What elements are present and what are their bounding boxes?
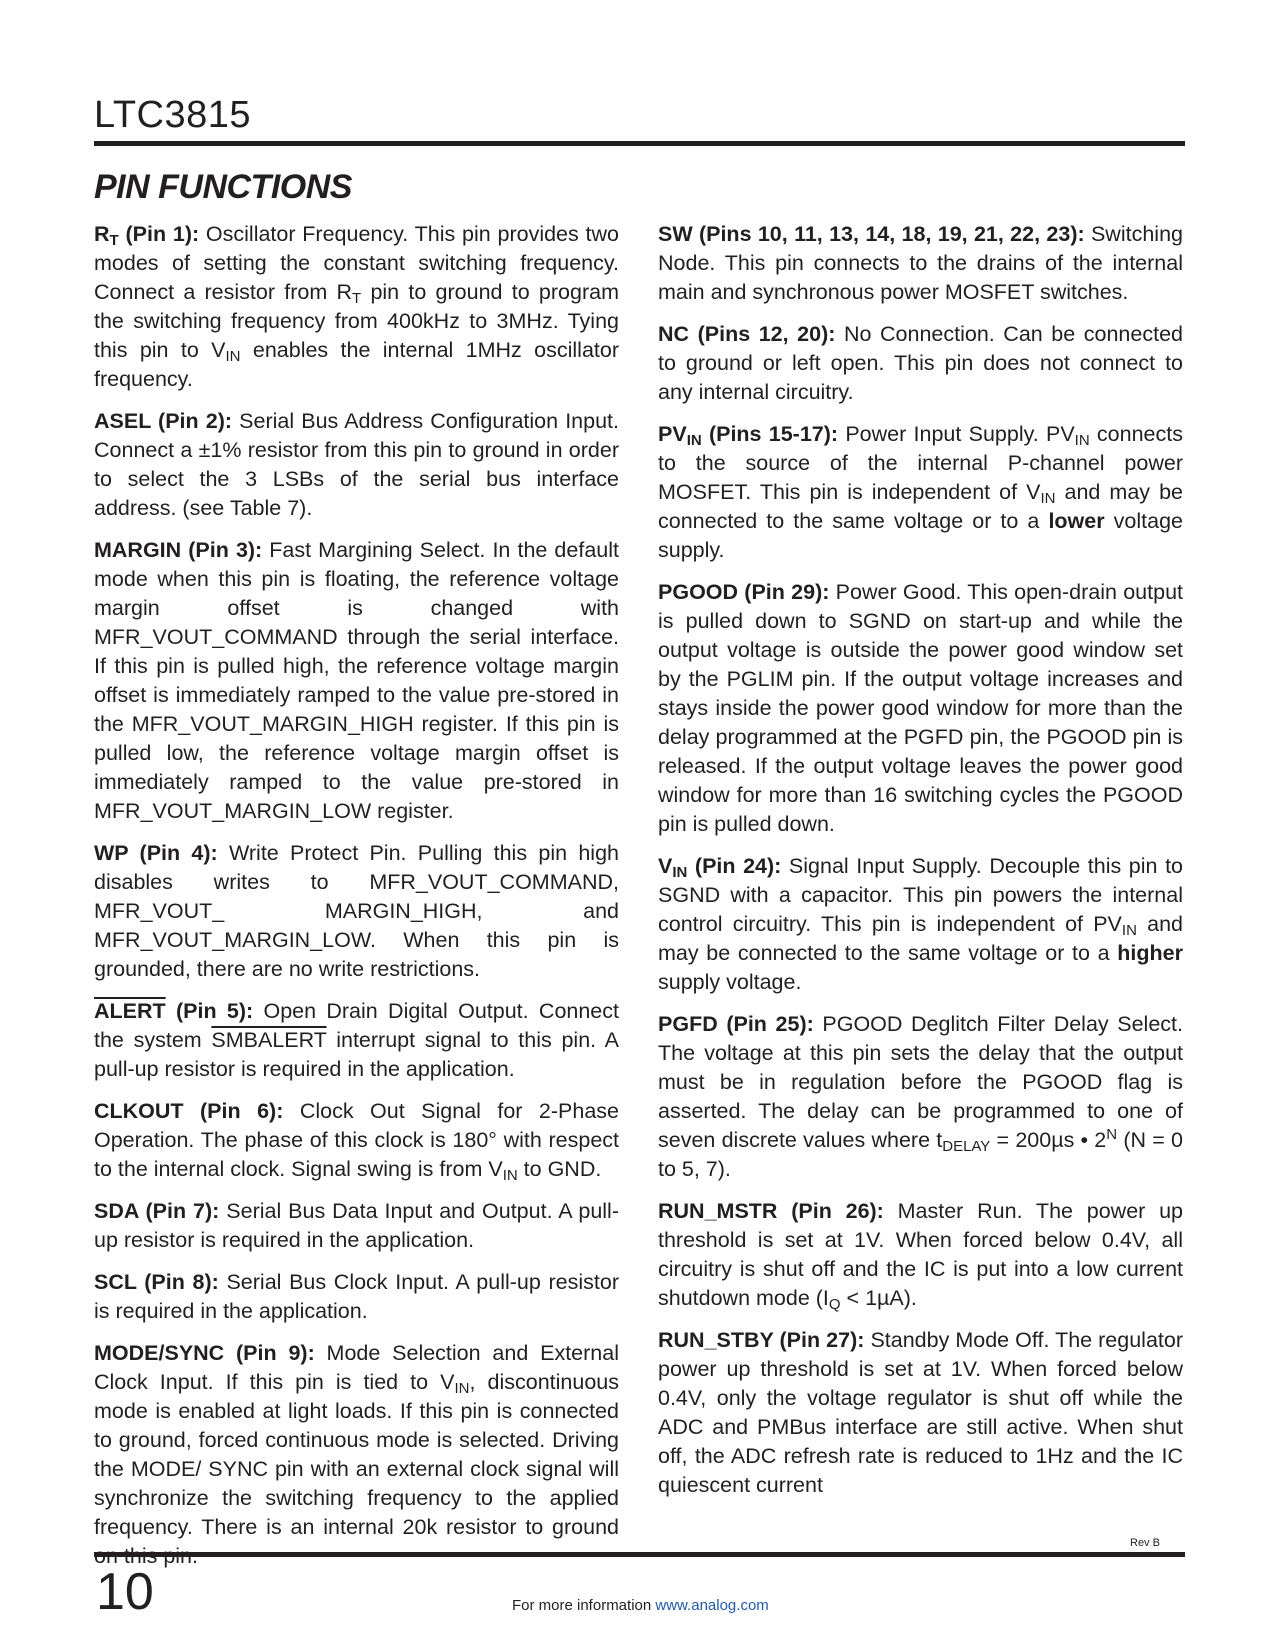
pin-rt: $R_T$ (Pin 1): Oscillator Frequency. This pin provides two modes of setting the constant switching frequency. Connect a resistor from $R_T$ pin to ground to program the switching frequency from 400kHz to 3MHz. Tying this pin to $V_{IN}$ enables the internal 1MHz oscillator frequency. (94, 222, 619, 391)
revision-label: Rev B (1130, 1537, 1160, 1549)
page-number: 10 (96, 1563, 154, 1621)
pin-mode-sync: MODE/SYNC (Pin 9): Mode Selection and External Clock Input. If this pin is tied to $V_{IN}$, discontinuous mode is enabled at light loads. If this pin is connected to ground, forced continuous mode is selected. Driving the MODE/ SYNC pin with an external clock signal will synchronize the switching frequency to the applied frequency. There is an internal 20k resistor to ground (94, 1341, 619, 1539)
part-number: LTC3815 (94, 94, 252, 136)
header-rule (94, 141, 1185, 146)
pin-pvin-heading: $PV_{IN}$ (Pins 15-17): (658, 422, 839, 449)
pin-clkout: CLKOUT (Pin 6): Clock Out Signal for 2-Phase Operation. The phase of this clock is 180° with respect to the internal clock. Signal swing is from $V_{IN}$ to GND. (94, 1099, 620, 1184)
pin-sda: SDA (Pin 7): Serial Bus Data Input and Output. A pull-up resistor is required in the application. (94, 1199, 619, 1252)
pin-vin: $V_{IN}$ (Pin 24): Signal Input Supply. Decouple this pin to SGND with a capacitor. This pin powers the internal control circuitry. This pin is independent of $PV_{IN}$ and may be connected to the same voltage or to a higher supply voltage. (658, 854, 1183, 994)
pin-alert-heading: ALERT (Pin 5): (94, 999, 254, 1023)
pin-rt-heading: $R_T$ (Pin 1): (94, 222, 200, 249)
footer-info: For more information www.analog.com (512, 1597, 769, 1614)
pin-pgfd: PGFD (Pin 25): PGOOD Deglitch Filter Delay Select. The voltage at this pin sets the delay that the output must be in regulation before the PGOOD flag is asserted. The delay can be programmed to one of seven discrete values where $t_{DELAY} = 200\mu s$ • $2^N$ (N = 0 to 5, 7). (658, 1012, 1183, 1181)
pin-alert: ALERT (Pin 5): Open Drain Digital Output. Connect the system SMBALERT interrupt signal to this pin. A pull-up resistor is required in the application. (94, 999, 619, 1081)
left-column (94, 220, 619, 1584)
right-column (658, 220, 1183, 1513)
analog-website-link[interactable]: www.analog.com (655, 1597, 769, 1614)
pin-pgood: PGOOD (Pin 29): Power Good. This open-drain output is pulled down to SGND on start-up and while the output voltage is outside the power good window set by the PGLIM pin. If the output voltage increases and stays inside the power good window for more than the delay programmed at the PGFD pin, the PGOOD pin is released. If the output voltage leaves the power good window for more than 16 switching cycles the PGOOD pin is pulled down. (658, 580, 1184, 836)
pin-nc: NC (Pins 12, 20): No Connection. Can be connected to ground or left open. This pin does not connect to any internal circuitry. (658, 322, 1183, 404)
pin-asel: ASEL (Pin 2): Serial Bus Address Configuration Input. Connect a ±1% resistor from this pin to ground in order to select the 3 LSBs of the serial bus interface address. (see Table 7). (94, 409, 619, 520)
pin-sw: SW (Pins 10, 11, 13, 14, 18, 19, 21, 22, 23): Switching Node. This pin connects to the drains of the internal main and synchronous power MOSFET switches. (658, 222, 1183, 304)
pin-run-mstr: RUN_MSTR (Pin 26): Master Run. The power up threshold is set at 1V. When forced below 0.4V, all circuitry is shut off and the IC is put into a low current shutdown mode $(I_Q < 1\mu A)$. (658, 1199, 1184, 1313)
section-title: PIN FUNCTIONS (94, 168, 352, 206)
pin-vin-heading: $V_{IN}$ (Pin 24): (658, 854, 782, 881)
pin-wp: WP (Pin 4): Write Protect Pin. Pulling this pin high disables writes to MFR_VOUT_COMMAND, MFR_VOUT_ MARGIN_HIGH, and MFR_VOUT_MARGIN_LOW. When this pin is grounded, there are no write restrictions. (94, 841, 619, 981)
pin-run-stby: RUN_STBY (Pin 27): Standby Mode Off. The regulator power up threshold is set at 1V. When forced below 0.4V, only the voltage regulator is shut off while the ADC and PMBus interface are still active. When shut off, the ADC refresh rate is reduced to 1Hz and the IC quiescent current (658, 1328, 1184, 1497)
pin-scl: SCL (Pin 8): Serial Bus Clock Input. A pull-up resistor is required in the application. (94, 1270, 619, 1323)
footer-rule (94, 1552, 1185, 1557)
pin-margin: MARGIN (Pin 3): Fast Margining Select. In the default mode when this pin is floating, the reference voltage margin offset is changed with MFR_VOUT_COMMAND through the serial interface. If this pin is pulled high, the reference voltage margin offset is immediately ramped to the value pre-stored in the MFR_VOUT_MARGIN_HIGH register. If this pin is pulled low, the reference voltage margin offset is immediately ramped to the value pre-stored in MFR_VOUT_MARGIN_LOW register. (94, 538, 619, 823)
pin-pvin: $PV_{IN}$ (Pins 15-17): Power Input Supply. $PV_{IN}$ connects to the source of the internal P-channel power MOSFET. This pin is independent of $V_{IN}$ and may be connected to the same voltage or to a lower voltage supply. (658, 422, 1184, 562)
